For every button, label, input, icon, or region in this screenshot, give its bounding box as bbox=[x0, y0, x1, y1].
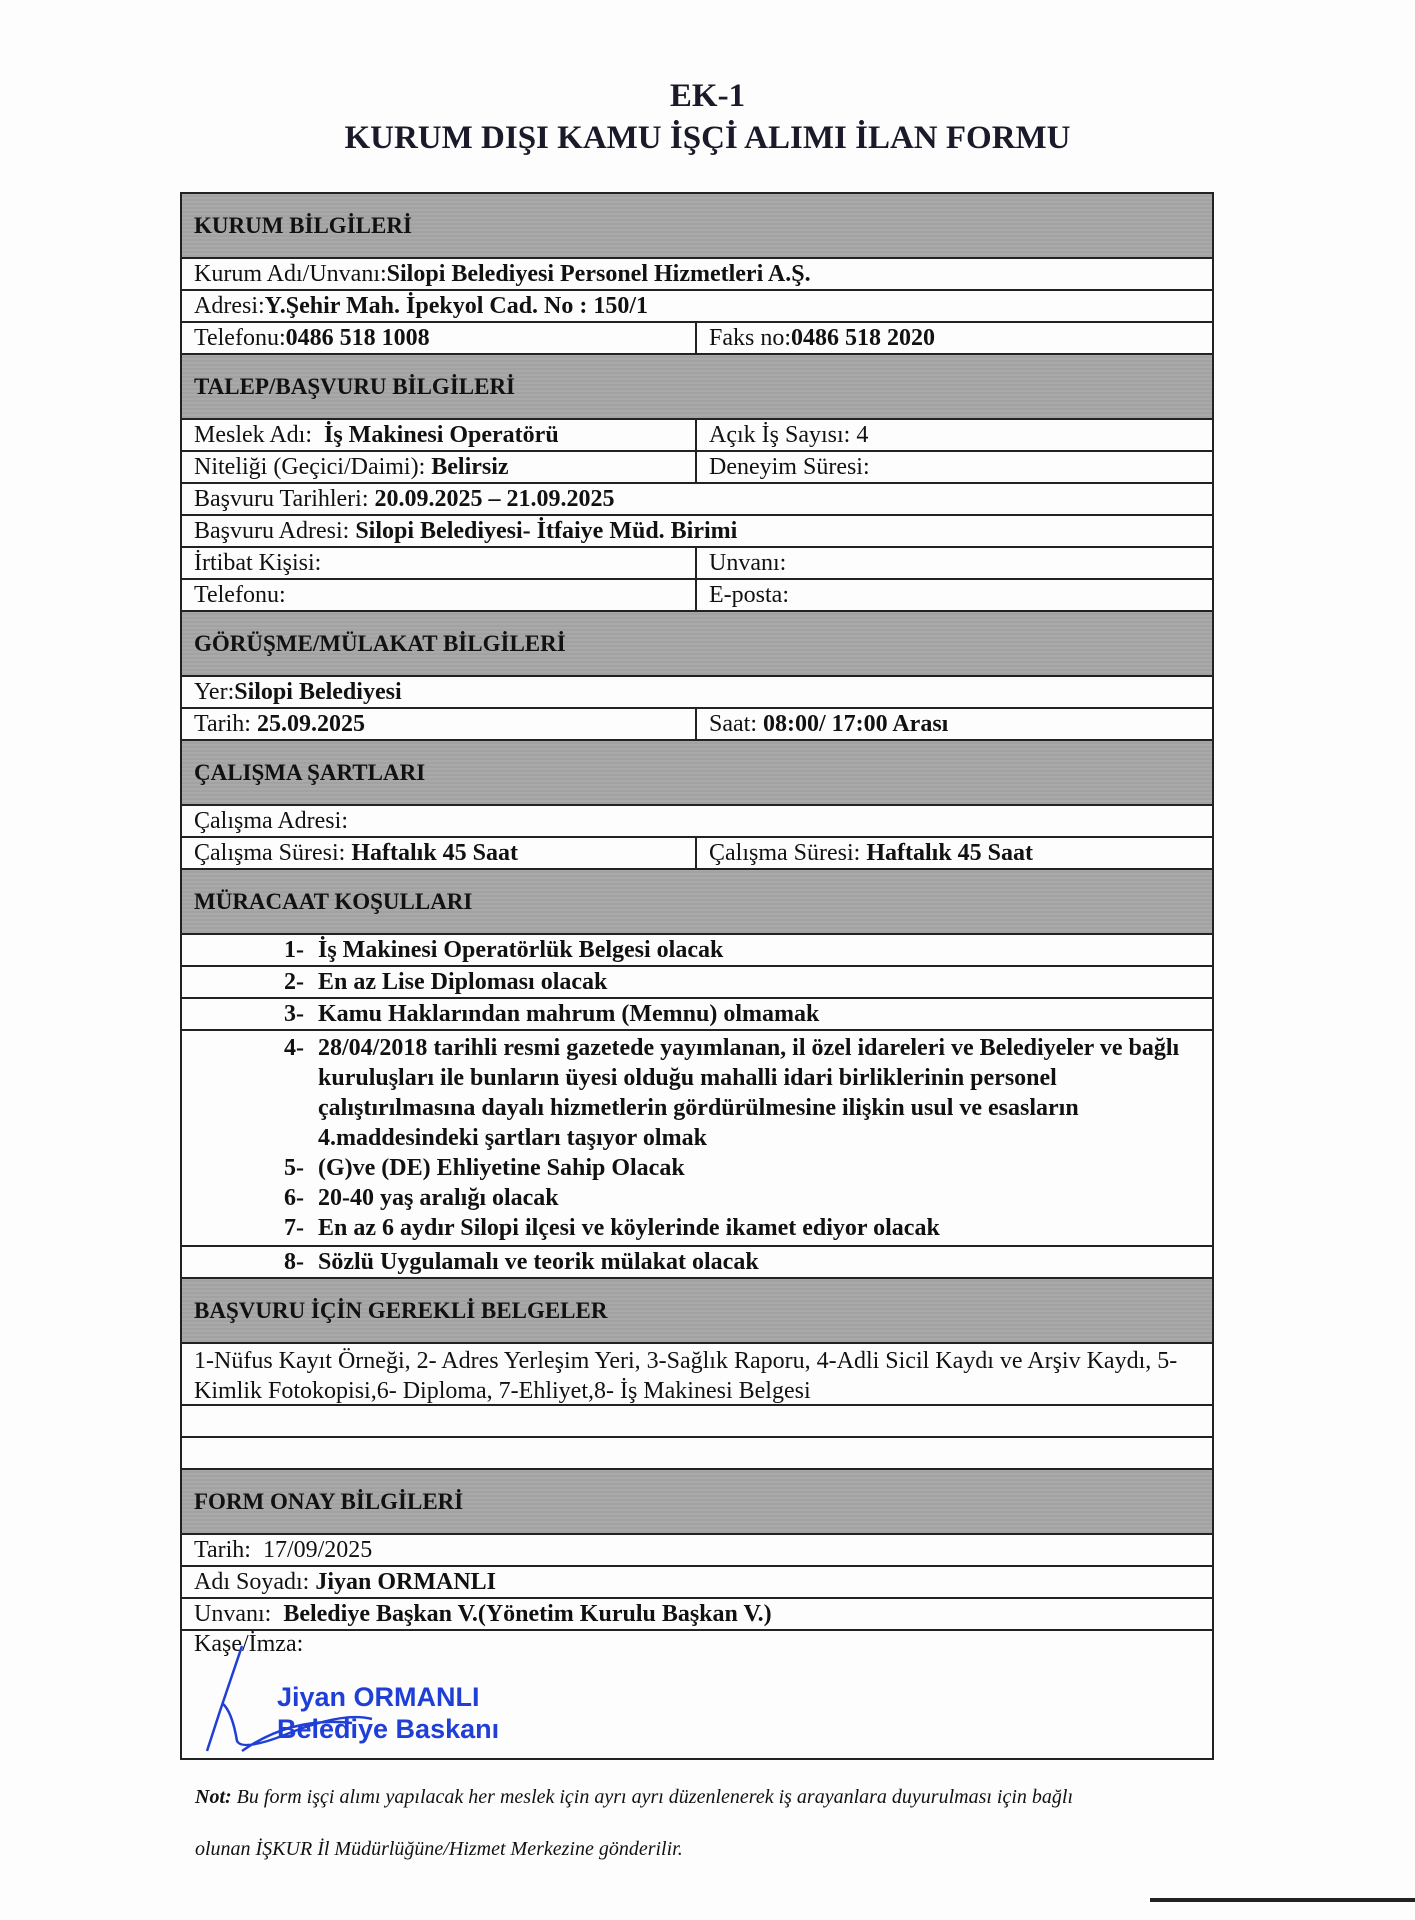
row-onay-unvan bbox=[182, 1599, 1212, 1631]
stamp-signature-label: Kaşe/İmza: bbox=[194, 1631, 304, 1657]
item-number: 3- bbox=[284, 1001, 304, 1027]
row-gorusme-tarih bbox=[182, 709, 1212, 741]
form-title: KURUM DIŞI KAMU İŞÇİ ALIMI İLAN FORMU bbox=[344, 120, 1071, 156]
condition-item bbox=[182, 1247, 1212, 1279]
footnote-line-1 bbox=[195, 1786, 1073, 1809]
condition-item bbox=[182, 935, 1212, 967]
item-text: Sözlü Uygulamalı ve teorik mülakat olacak bbox=[318, 1249, 759, 1275]
value: Haftalık 45 Saat bbox=[866, 840, 1034, 866]
value: Silopi Belediyesi- İtfaiye Müd. Birimi bbox=[355, 518, 738, 544]
condition-item bbox=[182, 1153, 1212, 1183]
item-number: 6- bbox=[284, 1185, 304, 1211]
item-text: (G)ve (DE) Ehliyetine Sahip Olacak bbox=[318, 1155, 685, 1181]
value: Y.Şehir Mah. İpekyol Cad. No : 150/1 bbox=[264, 293, 649, 319]
item-text: En az 6 aydır Silopi ilçesi ve köylerinde ikamet ediyor olacak bbox=[318, 1215, 940, 1241]
label: Telefonu: bbox=[194, 325, 286, 351]
section-header-talep: TALEP/BAŞVURU BİLGİLERİ bbox=[182, 355, 1212, 420]
item-text: Kamu Haklarından mahrum (Memnu) olmamak bbox=[318, 1001, 820, 1027]
label: Faks no: bbox=[709, 325, 792, 351]
condition-item bbox=[182, 999, 1212, 1031]
experience-label: Deneyim Süresi: bbox=[709, 454, 870, 480]
row-onay-tarih bbox=[182, 1535, 1212, 1567]
stamp-title: Belediye Baskanı bbox=[277, 1714, 500, 1744]
condition-item bbox=[182, 1033, 1212, 1153]
signature-cell bbox=[182, 1631, 1212, 1758]
value: 0486 518 2020 bbox=[791, 325, 936, 351]
value: Silopi Belediyesi bbox=[234, 679, 402, 705]
condition-item bbox=[182, 1213, 1212, 1243]
section-header-muracaat: MÜRACAAT KOŞULLARI bbox=[182, 870, 1212, 935]
value: İş Makinesi Operatörü bbox=[324, 422, 559, 448]
official-stamp bbox=[277, 1681, 499, 1745]
value: 08:00/ 17:00 Arası bbox=[763, 711, 949, 737]
row-yer bbox=[182, 677, 1212, 709]
condition-item bbox=[182, 1183, 1212, 1213]
label: Niteliği (Geçici/Daimi): bbox=[194, 454, 432, 480]
label: Çalışma Süresi: bbox=[194, 840, 352, 866]
label: Başvuru Adresi: bbox=[194, 518, 356, 544]
phone-label: Telefonu: bbox=[182, 580, 697, 610]
label: Adresi: bbox=[194, 293, 265, 319]
label: Unvanı: bbox=[194, 1601, 284, 1627]
blank-row bbox=[182, 1406, 1212, 1438]
scan-edge-line bbox=[1150, 1898, 1415, 1902]
note-label: Not: bbox=[195, 1786, 232, 1808]
section-header-calisma: ÇALIŞMA ŞARTLARI bbox=[182, 741, 1212, 806]
open-positions: Açık İş Sayısı: 4 bbox=[709, 422, 869, 448]
email-label: E-posta: bbox=[709, 582, 789, 608]
item-number: 1- bbox=[284, 937, 304, 963]
section-header-kurum: KURUM BİLGİLERİ bbox=[182, 194, 1212, 259]
row-kurum-phone bbox=[182, 323, 1212, 355]
row-nitelik bbox=[182, 452, 1212, 484]
row-meslek bbox=[182, 420, 1212, 452]
item-number: 8- bbox=[284, 1249, 304, 1275]
stamp-name: Jiyan ORMANLI bbox=[277, 1682, 480, 1712]
item-text: 20-40 yaş aralığı olacak bbox=[318, 1185, 559, 1211]
row-irtibat bbox=[182, 548, 1212, 580]
required-documents: 1-Nüfus Kayıt Örneği, 2- Adres Yerleşim Yeri, 3-Sağlık Raporu, 4-Adli Sicil Kaydı ve Arşiv Kaydı, 5- Kimlik Fotokopisi,6- Diploma, 7-Ehliyet,8- İş Makinesi Belgesi bbox=[182, 1344, 1212, 1406]
section-header-belgeler: BAŞVURU İÇİN GEREKLİ BELGELER bbox=[182, 1279, 1212, 1344]
item-text: İş Makinesi Operatörlük Belgesi olacak bbox=[318, 937, 724, 963]
form-code: EK-1 bbox=[669, 78, 746, 114]
application-form bbox=[180, 192, 1214, 1760]
value: Belediye Başkan V.(Yönetim Kurulu Başkan V.) bbox=[283, 1601, 772, 1627]
row-calisma-adres bbox=[182, 806, 1212, 838]
label: Çalışma Adresi: bbox=[194, 808, 348, 834]
label: Çalışma Süresi: bbox=[709, 840, 867, 866]
row-kurum-name bbox=[182, 259, 1212, 291]
value: 25.09.2025 bbox=[256, 711, 365, 737]
value: Silopi Belediyesi Personel Hizmetleri A.Ş. bbox=[386, 261, 811, 287]
item-text: 28/04/2018 tarihli resmi gazetede yayımlanan, il özel idareleri ve Belediyeler ve bağlı kuruluşları ile bunların üyesi olduğu mahalli idari birliklerinin personel çalıştırılmasına dayalı hizmetlerin gördürülmesine ilişkin usul ve esasların 4.maddesindeki şartları taşıyor olmak bbox=[318, 1035, 1180, 1151]
value: Jiyan ORMANLI bbox=[315, 1569, 497, 1595]
condition-item bbox=[182, 967, 1212, 999]
value: Belirsiz bbox=[431, 454, 509, 480]
row-calisma-sure bbox=[182, 838, 1212, 870]
item-number: 7- bbox=[284, 1215, 304, 1241]
title-label: Unvanı: bbox=[709, 550, 787, 576]
row-basvuru-tarih bbox=[182, 484, 1212, 516]
label: Kurum Adı/Unvanı: bbox=[194, 261, 387, 287]
row-basvuru-adres bbox=[182, 516, 1212, 548]
label: Tarih: bbox=[194, 1537, 263, 1563]
condition-items-group bbox=[182, 1031, 1212, 1247]
value: 0486 518 1008 bbox=[285, 325, 430, 351]
item-number: 5- bbox=[284, 1155, 304, 1181]
label: Tarih: bbox=[194, 711, 257, 737]
section-header-onay: FORM ONAY BİLGİLERİ bbox=[182, 1470, 1212, 1535]
label: Başvuru Tarihleri: bbox=[194, 486, 375, 512]
item-text: En az Lise Diploması olacak bbox=[318, 969, 608, 995]
row-kurum-address bbox=[182, 291, 1212, 323]
contact-label: İrtibat Kişisi: bbox=[182, 548, 697, 578]
row-onay-ad bbox=[182, 1567, 1212, 1599]
blank-row bbox=[182, 1438, 1212, 1470]
label: Yer: bbox=[194, 679, 235, 705]
value: Haftalık 45 Saat bbox=[351, 840, 519, 866]
section-header-gorusme: GÖRÜŞME/MÜLAKAT BİLGİLERİ bbox=[182, 612, 1212, 677]
label: Meslek Adı: bbox=[194, 422, 324, 448]
label: Adı Soyadı: bbox=[194, 1569, 316, 1595]
item-number: 2- bbox=[284, 969, 304, 995]
item-number: 4- bbox=[284, 1035, 304, 1061]
row-telefon bbox=[182, 580, 1212, 612]
value: 17/09/2025 bbox=[262, 1537, 373, 1563]
footnote-line-2: olunan İŞKUR İl Müdürlüğüne/Hizmet Merkezine gönderilir. bbox=[195, 1838, 683, 1860]
label: Saat: bbox=[709, 711, 763, 737]
value: 20.09.2025 – 21.09.2025 bbox=[374, 486, 615, 512]
note-text: Bu form işçi alımı yapılacak her meslek için ayrı ayrı düzenlenerek iş arayanlara duyurulması için bağlı bbox=[231, 1786, 1074, 1808]
